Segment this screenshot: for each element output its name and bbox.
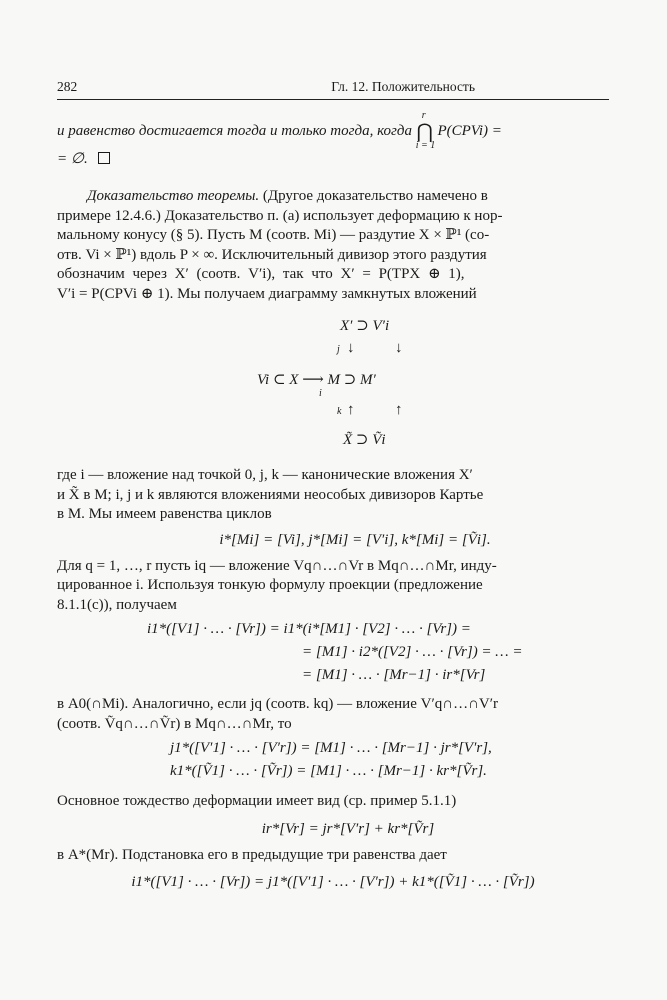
paragraph-5: в A*(Mr). Подстановка его в предыдущие три равенства дает: [57, 846, 447, 863]
para2-line-0: Для q = 1, …, r пусть iq — вложение Vq∩…∩Vr в Mq∩…∩Mr, инду-: [57, 557, 497, 574]
eq2-line-1: k1*([Ṽ1] · … · [Ṽr]) = [M1] · … · [Mr−1] · kr*[Ṽr].: [170, 763, 487, 779]
proof-text-0: (Другое доказательство намечено в: [262, 188, 488, 204]
big-cap-operator: r ⋂ i = 1: [416, 120, 434, 142]
proof-line-0: [57, 187, 609, 207]
intro-text: и равенство достигается тогда и только тогда, когда: [57, 123, 412, 139]
commutative-diagram: [57, 304, 609, 460]
eq2-line-0: j1*([V′1] · … · [V′r]) = [M1] · … · [Mr−1] · jr*[V′r],: [170, 740, 492, 756]
chapter-title: Гл. 12. Положительность: [331, 79, 475, 94]
after-diagram-paragraph: [57, 466, 609, 525]
para3-line-1: (соотв. Ṽq∩…∩Ṽr) в Mq∩…∩Mr, то: [57, 715, 292, 732]
eq1-line-0: i1*([V1] · … · [Vr]) = i1*(i*[M1] · [V2] · … · [Vr]) =: [147, 621, 471, 637]
diagram-middle-row: Vi ⊂ X ⟶ M ⊃ M′: [257, 372, 376, 388]
diagram-top-row: X′ ⊃ V′i: [340, 318, 390, 334]
after-diagram-line-0: где i — вложение над точкой 0, j, k — канонические вложения X′: [57, 467, 473, 483]
diagram-j-label: j: [337, 344, 340, 355]
deformation-identity: ir*[Vr] = jr*[V′r] + kr*[Ṽr]: [261, 820, 435, 837]
cap-upper-limit: r: [421, 110, 426, 121]
cycle-equalities: i*[Mi] = [Vi], j*[Mi] = [V′i], k*[Mi] = [Ṽi].: [219, 531, 491, 548]
up-arrow-icon-2: ↑: [395, 402, 403, 418]
page-number: 282: [57, 79, 78, 94]
equation-block-1: [57, 615, 609, 687]
para2-line-2: 8.1.1(c)), получаем: [57, 596, 177, 613]
diagram-bottom-row: X̃ ⊃ Ṽi: [343, 432, 386, 448]
proof-line-1: примере 12.4.6.) Доказательство п. (а) использует деформацию к нор-: [57, 207, 503, 224]
para3-line-0: в A0(∩Mi). Аналогично, если jq (соотв. kq) — вложение V′q∩…∩V′r: [57, 696, 499, 712]
paragraph-3: [57, 695, 609, 734]
proof-line-5: V′i = P(CPVi ⊕ 1). Мы получаем диаграмму замкнутых вложений: [57, 285, 477, 302]
cap-lower-limit: i = 1: [415, 140, 436, 151]
intro-line-2: [57, 150, 609, 170]
empty-set-eq: = ∅.: [57, 150, 88, 167]
eq1-line-2: = [M1] · … · [Mr−1] · ir*[Vr]: [302, 667, 486, 683]
proof-line-4: обозначим через X′ (соотв. V′i), так что X′ = P(TPX ⊕ 1),: [57, 266, 465, 282]
equation-block-2: [57, 734, 609, 786]
intro-line-1: [57, 110, 609, 151]
after-diagram-line-1: и X̃ в M; i, j и k являются вложениями неособых дивизоров Картье: [57, 486, 484, 503]
para2-line-1: цированное i. Используя тонкую формулу проекции (предложение: [57, 577, 483, 593]
running-header: [57, 78, 609, 100]
proof-line-3: отв. Vi × ℙ¹) вдоль P × ∞. Исключительный дивизор этого раздутия: [57, 246, 487, 263]
down-arrow-icon-2: ↓: [395, 340, 403, 356]
proof-paragraph: [57, 187, 609, 304]
page-body: [57, 78, 609, 893]
proof-line-2: мальному конусу (§ 5). Пусть M (соотв. Mi) — раздутие X × ℙ¹ (со-: [57, 227, 490, 243]
final-equation: i1*([V1] · … · [Vr]) = j1*([V′1] · … · [V′r]) + k1*([Ṽ1] · … · [Ṽr]): [131, 874, 535, 890]
diagram-i-label: i: [319, 388, 322, 399]
diagram-k-label: k: [337, 406, 342, 417]
proof-heading: Доказательство теоремы.: [87, 188, 260, 204]
up-arrow-icon: ↑: [347, 402, 355, 418]
after-diagram-line-2: в M. Мы имеем равенства циклов: [57, 506, 272, 522]
qed-box-icon: [98, 152, 110, 164]
eq1-line-1: = [M1] · i2*([V2] · … · [Vr]) = … =: [302, 644, 523, 660]
paragraph-4: Основное тождество деформации имеет вид (ср. пример 5.1.1): [57, 793, 457, 809]
paragraph-2: [57, 557, 609, 616]
down-arrow-icon: ↓: [347, 340, 355, 356]
intro-formula: P(CPVi) =: [437, 123, 502, 139]
